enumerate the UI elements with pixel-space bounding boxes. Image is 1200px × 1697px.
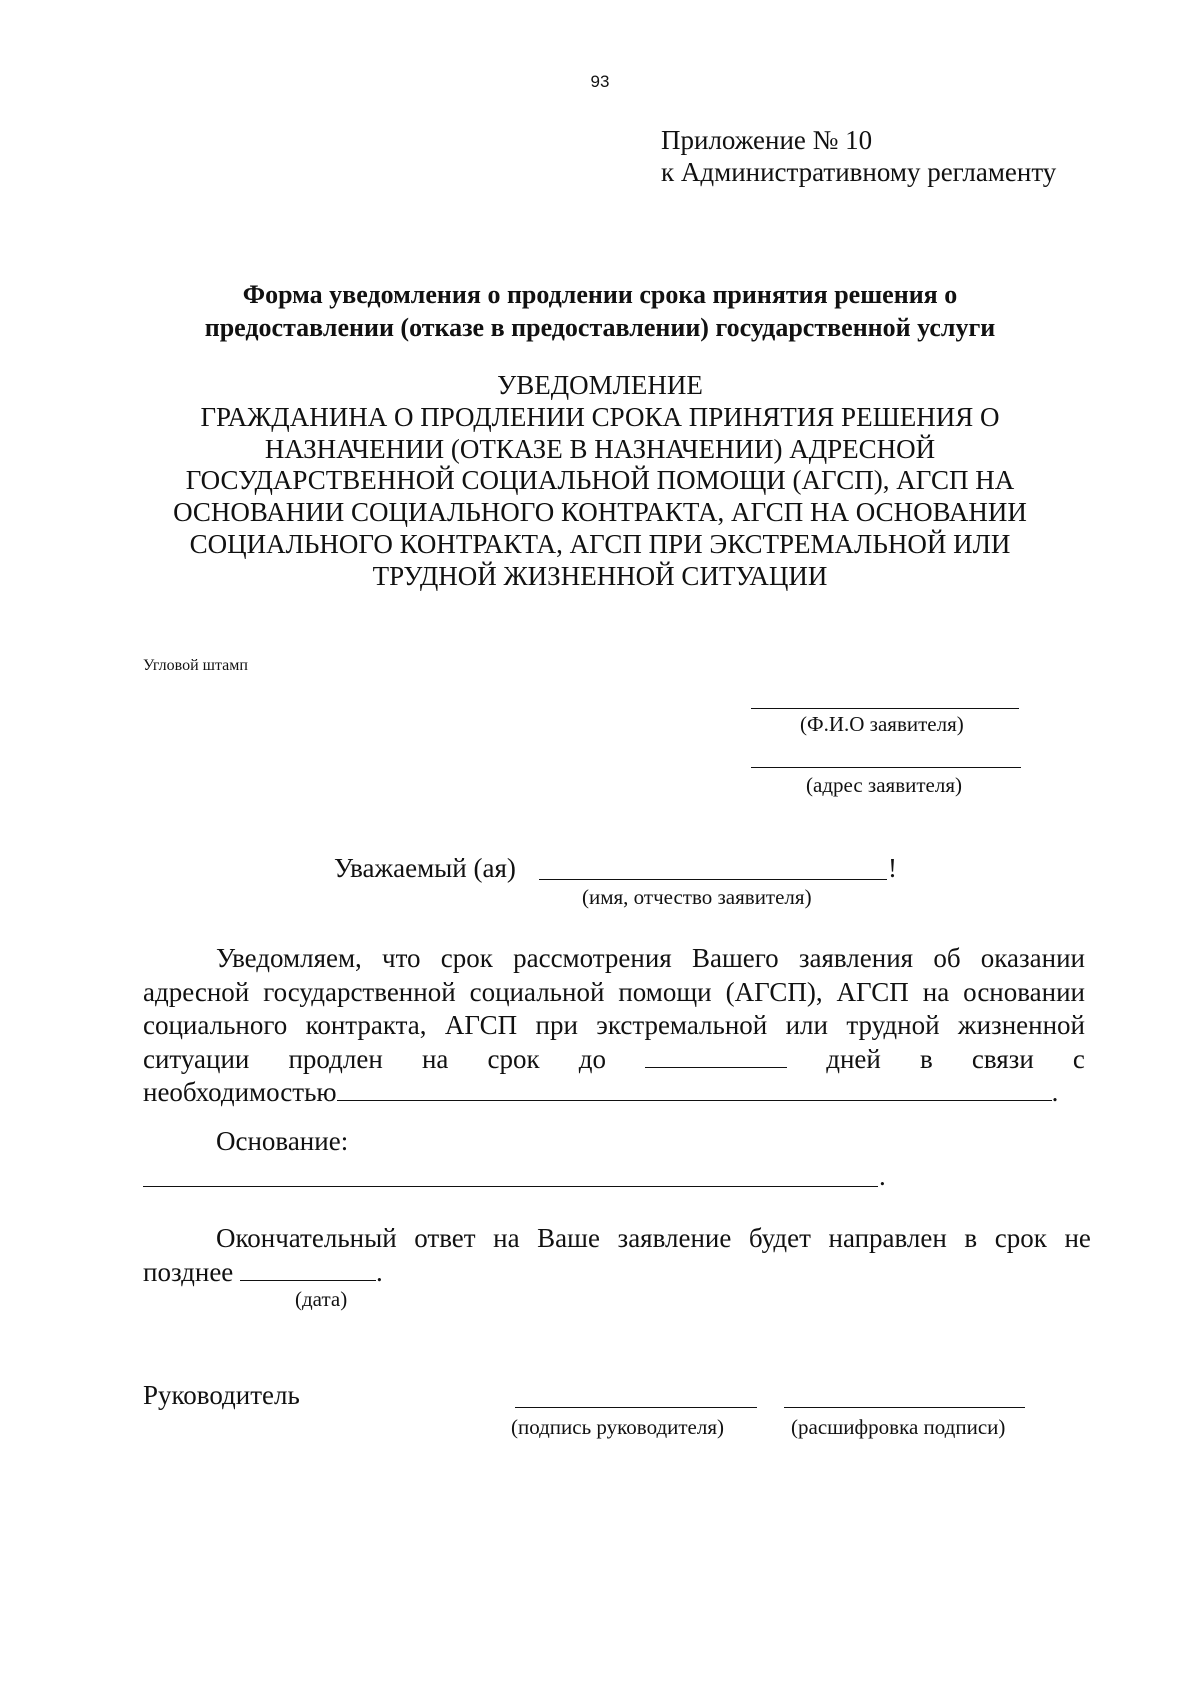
- form-title: [160, 278, 1040, 344]
- notice-title-line: ОСНОВАНИИ СОЦИАЛЬНОГО КОНТРАКТА, АГСП НА ОСНОВАНИИ: [173, 497, 1027, 528]
- notice-body: [143, 942, 1085, 1110]
- appendix-header: [661, 124, 1056, 188]
- applicant-address-caption: (адрес заявителя): [806, 773, 962, 797]
- basis-field[interactable]: [143, 1186, 878, 1187]
- signature-caption: (подпись руководителя): [511, 1415, 725, 1439]
- signature-field[interactable]: [515, 1407, 757, 1408]
- final-line-1: Окончательный ответ на Ваше заявление будет направлен в срок не: [216, 1223, 1091, 1253]
- final-line-2: позднее .: [143, 1256, 383, 1287]
- final-date-caption: (дата): [295, 1287, 348, 1311]
- body-line-3: социального контракта, АГСП при экстремальной или трудной жизненной: [143, 1010, 1085, 1040]
- notice-title-line: НАЗНАЧЕНИИ (ОТКАЗЕ В НАЗНАЧЕНИИ) АДРЕСНОЙ: [264, 433, 936, 464]
- body-line-5: необходимостью .: [143, 1077, 1059, 1107]
- applicant-fio-field[interactable]: [751, 708, 1019, 709]
- notice-title-line: СОЦИАЛЬНОГО КОНТРАКТА, АГСП ПРИ ЭКСТРЕМАЛЬНОЙ ИЛИ: [189, 528, 1011, 559]
- final-date-field[interactable]: [240, 1258, 376, 1281]
- greeting-name-field[interactable]: [539, 879, 887, 880]
- greeting-suffix: !: [888, 853, 897, 883]
- extension-days-field[interactable]: [645, 1045, 787, 1068]
- body-line-2: адресной государственной социальной помощи (АГСП), АГСП на основании: [143, 976, 1085, 1007]
- final-answer-paragraph: [143, 1222, 1091, 1289]
- form-title-line-1: Форма уведомления о продлении срока принятия решения о: [242, 280, 958, 309]
- notice-title-line: ГРАЖДАНИНА О ПРОДЛЕНИИ СРОКА ПРИНЯТИЯ РЕШЕНИЯ О: [200, 401, 1000, 432]
- corner-stamp-label: Угловой штамп: [143, 657, 248, 674]
- signature-role: Руководитель: [143, 1380, 300, 1410]
- body-line-4: ситуации продлен на срок до дней в связи с: [143, 1043, 1085, 1074]
- notice-title: [150, 370, 1050, 593]
- notice-title-line: УВЕДОМЛЕНИЕ: [497, 370, 703, 400]
- greeting-prefix: Уважаемый (ая): [334, 853, 516, 883]
- form-title-line-2: предоставлении (отказе в предоставлении) государственной услуги: [204, 313, 996, 342]
- basis-label: Основание:: [216, 1126, 349, 1156]
- page-number: 93: [590, 72, 610, 91]
- body-line-1: Уведомляем, что срок рассмотрения Вашего заявления об оказании: [216, 943, 1085, 973]
- signature-decode-caption: (расшифровка подписи): [791, 1415, 1006, 1439]
- applicant-address-field[interactable]: [751, 767, 1021, 768]
- necessity-reason-field[interactable]: [337, 1078, 1052, 1101]
- appendix-line-1: Приложение № 10: [661, 125, 873, 155]
- signature-decode-field[interactable]: [784, 1407, 1025, 1408]
- applicant-fio-caption: (Ф.И.О заявителя): [800, 712, 964, 736]
- notice-title-line: ТРУДНОЙ ЖИЗНЕННОЙ СИТУАЦИИ: [372, 560, 828, 591]
- appendix-line-2: к Административному регламенту: [661, 157, 1057, 187]
- greeting-caption: (имя, отчество заявителя): [582, 885, 812, 909]
- notice-title-line: ГОСУДАРСТВЕННОЙ СОЦИАЛЬНОЙ ПОМОЩИ (АГСП), АГСП НА: [185, 465, 1015, 496]
- basis-suffix: .: [879, 1161, 886, 1191]
